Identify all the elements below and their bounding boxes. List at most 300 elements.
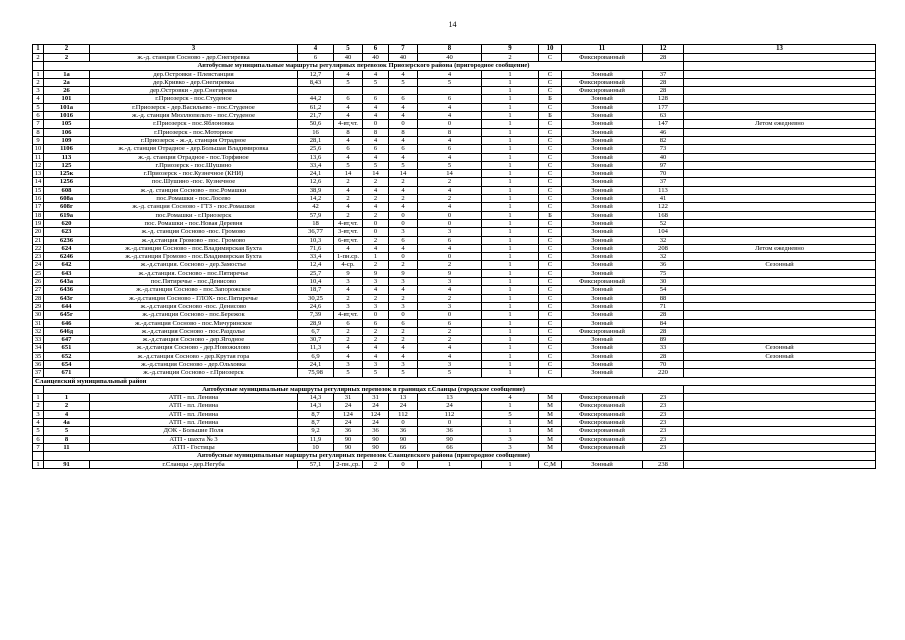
col-class: С	[539, 78, 562, 86]
table-row	[33, 211, 876, 219]
col-note: Летом ежедневно	[684, 120, 876, 128]
col-vehicles: 1	[482, 128, 539, 136]
col-trips-1: 4-вт,чт.	[334, 120, 363, 128]
col-route-name: ж.-д.станция Сосново - пос.Запорожское	[90, 286, 298, 294]
col-length: 11,3	[298, 344, 334, 352]
col-tariff: Зонный	[562, 369, 643, 377]
table-row	[33, 294, 876, 302]
col-trips-1: 9	[334, 269, 363, 277]
col-index: 27	[33, 286, 44, 294]
col-trips-4: 13	[418, 394, 482, 402]
col-trips-4: 2	[418, 336, 482, 344]
col-fare: 46	[643, 128, 684, 136]
col-length: 12,4	[298, 261, 334, 269]
col-trips-3: 4	[389, 203, 418, 211]
col-trips-2: 4	[363, 112, 389, 120]
col-index: 30	[33, 311, 44, 319]
col-class: С	[539, 294, 562, 302]
col-route-name: ж.-д. станция Отрадное - пос.Торфяное	[90, 153, 298, 161]
col-tariff: Зонный	[562, 211, 643, 219]
col-length: 16	[298, 128, 334, 136]
col-fare: 70	[643, 360, 684, 368]
table-row	[33, 70, 876, 78]
col-tariff: Зонный	[562, 95, 643, 103]
col-trips-3: 6	[389, 319, 418, 327]
col-trips-2: 4	[363, 70, 389, 78]
col-note	[684, 211, 876, 219]
col-vehicles: 1	[482, 178, 539, 186]
col-trips-4: 2	[418, 178, 482, 186]
col-trips-4: 24	[418, 402, 482, 410]
col-route-name: ж.-д.станция Сосново - дер.Крутая гора	[90, 352, 298, 360]
col-vehicles: 1	[482, 161, 539, 169]
col-route-name: пос.Пятиречье - пос.Денисово	[90, 278, 298, 286]
col-vehicles: 3	[482, 443, 539, 451]
col-trips-4: 6	[418, 319, 482, 327]
col-route-name: АТП - пл. Ленина	[90, 402, 298, 410]
col-fare: 71	[643, 302, 684, 310]
header-row	[33, 45, 876, 54]
col-note	[684, 327, 876, 335]
col-tariff: Зонный	[562, 302, 643, 310]
col-route-number: 101	[44, 95, 90, 103]
col-index: 32	[33, 327, 44, 335]
col-route-number: 643	[44, 269, 90, 277]
col-trips-2: 5	[363, 161, 389, 169]
col-trips-3: 4	[389, 112, 418, 120]
col-index: 3	[33, 410, 44, 418]
col-fare: 37	[643, 70, 684, 78]
table-row	[33, 286, 876, 294]
col-trips-4: 4	[418, 70, 482, 78]
col-class: С	[539, 136, 562, 144]
col-fare: 63	[643, 112, 684, 120]
col-fare: 28	[643, 327, 684, 335]
col-trips-1: 24	[334, 402, 363, 410]
col-trips-2: 24	[363, 402, 389, 410]
col-trips-1: 24	[334, 419, 363, 427]
col-trips-1: 4	[334, 352, 363, 360]
col-route-number: 101а	[44, 103, 90, 111]
col-trips-2: 2	[363, 336, 389, 344]
col-trips-2: 8	[363, 128, 389, 136]
col-tariff: Зонный	[562, 186, 643, 194]
col-route-number: 109	[44, 136, 90, 144]
col-tariff: Зонный	[562, 344, 643, 352]
col-tariff: Зонный	[562, 161, 643, 169]
col-route-name: дер.Островки - дер.Снегиревка	[90, 87, 298, 95]
col-route-name: ж.-д.станция Сосново - пос.Бережок	[90, 311, 298, 319]
col-index: 31	[33, 319, 44, 327]
col-trips-2: 2	[363, 195, 389, 203]
col-trips-3: 4	[389, 70, 418, 78]
col-vehicles: 1	[482, 278, 539, 286]
col-vehicles: 1	[482, 70, 539, 78]
col-trips-3: 2	[389, 294, 418, 302]
col-fare: 32	[643, 236, 684, 244]
col-fare: 23	[643, 402, 684, 410]
col-route-name: г.Приозерск - пос.Яблоновка	[90, 120, 298, 128]
col-class: М	[539, 419, 562, 427]
col-tariff: Фиксированный	[562, 54, 643, 62]
col-fare: 113	[643, 186, 684, 194]
table-row	[33, 319, 876, 327]
section-spacer	[684, 452, 876, 460]
col-route-name: АТП - Гостицы	[90, 443, 298, 451]
col-index: 2	[33, 54, 44, 62]
col-route-number: 642	[44, 261, 90, 269]
col-note	[684, 145, 876, 153]
col-trips-1: 3	[334, 278, 363, 286]
col-length: 33,4	[298, 253, 334, 261]
col-trips-3: 2	[389, 178, 418, 186]
col-note	[684, 427, 876, 435]
col-class: С	[539, 261, 562, 269]
col-route-number: 647	[44, 336, 90, 344]
col-fare: 36	[643, 261, 684, 269]
col-route-number: 608г	[44, 203, 90, 211]
col-tariff: Зонный	[562, 253, 643, 261]
col-index: 4	[33, 419, 44, 427]
col-note	[684, 128, 876, 136]
table-row	[33, 136, 876, 144]
col-vehicles: 5	[482, 410, 539, 418]
col-length: 30,25	[298, 294, 334, 302]
col-index: 2	[33, 402, 44, 410]
col-fare: 70	[643, 170, 684, 178]
col-tariff: Зонный	[562, 120, 643, 128]
col-trips-3: 0	[389, 211, 418, 219]
col-tariff: Зонный	[562, 228, 643, 236]
col-note	[684, 435, 876, 443]
col-trips-2: 4	[363, 344, 389, 352]
col-trips-4: 6	[418, 95, 482, 103]
table-row	[33, 302, 876, 310]
col-trips-4: 3	[418, 360, 482, 368]
col-route-name: ж.-д.станция Сосново - дер.Ольховка	[90, 360, 298, 368]
col-trips-1: 4	[334, 136, 363, 144]
col-fare: 12	[643, 45, 684, 54]
col-fare: 122	[643, 203, 684, 211]
district-header-row	[33, 377, 876, 385]
col-route-number: 105	[44, 120, 90, 128]
col-route-number: 125к	[44, 170, 90, 178]
col-vehicles: 1	[482, 460, 539, 468]
col-trips-2: 40	[363, 54, 389, 62]
col-route-number: 1а	[44, 70, 90, 78]
col-trips-2: 4	[363, 244, 389, 252]
col-trips-1: 4-вт,чт.	[334, 219, 363, 227]
col-fare: 23	[643, 427, 684, 435]
col-trips-1: 6	[334, 145, 363, 153]
col-index: 19	[33, 219, 44, 227]
col-class: С	[539, 286, 562, 294]
col-tariff: Зонный	[562, 261, 643, 269]
col-fare: 23	[643, 410, 684, 418]
col-route-name: дер.Островки - Плевстанция	[90, 70, 298, 78]
col-note	[684, 394, 876, 402]
col-trips-2: 3	[363, 360, 389, 368]
col-length: 25,7	[298, 269, 334, 277]
col-trips-3	[389, 87, 418, 95]
col-length: 44,2	[298, 95, 334, 103]
col-length: 21,7	[298, 112, 334, 120]
col-fare: 28	[643, 311, 684, 319]
col-length: 50,6	[298, 120, 334, 128]
table-row	[33, 336, 876, 344]
col-tariff: Зонный	[562, 128, 643, 136]
col-tariff: Зонный	[562, 460, 643, 468]
col-trips-4: 2	[418, 294, 482, 302]
col-trips-1: 2	[334, 178, 363, 186]
col-trips-4: 3	[418, 278, 482, 286]
col-trips-2: 90	[363, 435, 389, 443]
col-class: С	[539, 195, 562, 203]
col-fare: 220	[643, 369, 684, 377]
col-vehicles: 1	[482, 427, 539, 435]
col-route-name: ж.-д.станция Сосново - г.Приозерск	[90, 369, 298, 377]
col-tariff: Фиксированный	[562, 410, 643, 418]
col-tariff: Зонный	[562, 178, 643, 186]
col-fare: 75	[643, 269, 684, 277]
col-index: 8	[33, 128, 44, 136]
col-trips-3: 0	[389, 219, 418, 227]
col-tariff: Зонный	[562, 311, 643, 319]
col-note	[684, 178, 876, 186]
col-tariff: Зонный	[562, 103, 643, 111]
col-length: 75,98	[298, 369, 334, 377]
col-trips-2: 2	[363, 211, 389, 219]
col-trips-1: 4	[334, 286, 363, 294]
col-route-number: 26	[44, 87, 90, 95]
col-note: Летом ежедневно	[684, 244, 876, 252]
col-note	[684, 419, 876, 427]
col-trips-4: 5	[418, 78, 482, 86]
col-trips-1: 6	[334, 319, 363, 327]
col-trips-1: 3-вт,чт.	[334, 228, 363, 236]
table-row	[33, 410, 876, 418]
col-trips-3: 2	[389, 195, 418, 203]
col-fare: 82	[643, 136, 684, 144]
col-class: М	[539, 410, 562, 418]
col-route-name: пос. Ромашки - пос.Новая Деревня	[90, 219, 298, 227]
col-length: 14,3	[298, 402, 334, 410]
table-row	[33, 161, 876, 169]
col-trips-2: 24	[363, 419, 389, 427]
col-length: 71,6	[298, 244, 334, 252]
col-fare: 177	[643, 103, 684, 111]
col-class: С	[539, 344, 562, 352]
col-trips-2: 4	[363, 203, 389, 211]
col-route-number: 6436	[44, 286, 90, 294]
table-row	[33, 460, 876, 468]
col-index: 29	[33, 302, 44, 310]
col-note: Сезонный	[684, 344, 876, 352]
col-index: 9	[33, 136, 44, 144]
col-fare: 104	[643, 228, 684, 236]
col-length: 24,6	[298, 302, 334, 310]
col-route-name: пос.Шушино -пос. Кузнечное	[90, 178, 298, 186]
col-class: С	[539, 186, 562, 194]
col-class: С	[539, 203, 562, 211]
col-trips-3: 0	[389, 311, 418, 319]
col-route-name: дер.Кривко - дер.Снегиревка	[90, 78, 298, 86]
col-vehicles: 1	[482, 311, 539, 319]
col-length: 18,7	[298, 286, 334, 294]
col-vehicles: 1	[482, 344, 539, 352]
section-spacer	[33, 452, 44, 460]
col-trips-4: 4	[418, 286, 482, 294]
col-trips-1: 5	[334, 78, 363, 86]
col-index: 6	[33, 435, 44, 443]
col-tariff: Зонный	[562, 112, 643, 120]
col-route-number: 125	[44, 161, 90, 169]
col-route-number: 654	[44, 360, 90, 368]
col-route-number: 2	[44, 402, 90, 410]
col-route-number: 11	[44, 443, 90, 451]
col-index: 18	[33, 211, 44, 219]
col-trips-1: 4-вт,чт.	[334, 311, 363, 319]
table-row	[33, 327, 876, 335]
col-fare: 168	[643, 211, 684, 219]
col-trips-2: 0	[363, 311, 389, 319]
col-length: 6,7	[298, 327, 334, 335]
col-length: 38,9	[298, 186, 334, 194]
table-row	[33, 145, 876, 153]
col-route-number: 623	[44, 228, 90, 236]
col-tariff: Фиксированный	[562, 402, 643, 410]
col-note	[684, 170, 876, 178]
table-row	[33, 87, 876, 95]
col-trips-4: 90	[418, 435, 482, 443]
col-trips-3: 4	[389, 352, 418, 360]
col-fare: 73	[643, 145, 684, 153]
col-trips-2: 2	[363, 327, 389, 335]
col-vehicles: 1	[482, 170, 539, 178]
col-trips-2: 4	[363, 136, 389, 144]
table-row	[33, 236, 876, 244]
col-tariff: Фиксированный	[562, 435, 643, 443]
section-header-row	[33, 385, 876, 393]
col-trips-4: 3	[418, 302, 482, 310]
col-fare: 33	[643, 344, 684, 352]
col-trips-4: 0	[418, 219, 482, 227]
col-vehicles: 1	[482, 87, 539, 95]
table-row	[33, 112, 876, 120]
col-trips-4: 4	[418, 352, 482, 360]
col-class: С	[539, 219, 562, 227]
col-route-name: ж.-д.станция Сосново - ГЛОХ- пос.Пятиречье	[90, 294, 298, 302]
col-trips-3: 8	[389, 128, 418, 136]
col-route-number: 651	[44, 344, 90, 352]
col-trips-2: 4	[363, 103, 389, 111]
col-trips-4: 66	[418, 443, 482, 451]
col-fare: 97	[643, 161, 684, 169]
col-route-number: 643а	[44, 278, 90, 286]
col-trips-2: 90	[363, 443, 389, 451]
col-trips-1: 6-вт,чт.	[334, 236, 363, 244]
col-vehicles: 1	[482, 402, 539, 410]
col-route-name: ж.-д. станция Сосново - пос.Ромашки	[90, 186, 298, 194]
col-vehicles: 1	[482, 145, 539, 153]
col-vehicles: 3	[482, 435, 539, 443]
col-length: 14,2	[298, 195, 334, 203]
col-trips-1: 4	[334, 244, 363, 252]
col-vehicles: 1	[482, 136, 539, 144]
col-note	[684, 336, 876, 344]
col-route-name: г.Сланцы - дер.Негуба	[90, 460, 298, 468]
col-fare: 208	[643, 244, 684, 252]
col-route-name: ж.-д. станция Отрадное - дер.Большая Владимировка	[90, 145, 298, 153]
table-row	[33, 427, 876, 435]
section-header-row	[33, 62, 876, 70]
col-vehicles: 1	[482, 336, 539, 344]
col-length: 28,1	[298, 136, 334, 144]
col-trips-3: 24	[389, 402, 418, 410]
col-length: 24,1	[298, 360, 334, 368]
col-trips-2: 2	[363, 178, 389, 186]
col-route-number: 5	[44, 427, 90, 435]
col-route-number: 652	[44, 352, 90, 360]
col-trips-2: 6	[363, 95, 389, 103]
table-row	[33, 186, 876, 194]
col-vehicles: 1	[482, 195, 539, 203]
col-trips-2: 3	[363, 302, 389, 310]
col-note	[684, 78, 876, 86]
col-route-number: 646д	[44, 327, 90, 335]
col-trips-4: 2	[418, 261, 482, 269]
col-trips-3: 6	[389, 95, 418, 103]
col-route-name: ж.-д.станция Сосново -пос. Денисово	[90, 302, 298, 310]
col-class: С	[539, 120, 562, 128]
col-route-number: 644	[44, 302, 90, 310]
col-trips-3: 13	[389, 394, 418, 402]
col-class: С	[539, 253, 562, 261]
col-trips-1: 1-пн.ср.	[334, 253, 363, 261]
col-length: 33,4	[298, 161, 334, 169]
col-fare: 52	[643, 219, 684, 227]
col-trips-2: 4	[363, 352, 389, 360]
col-trips-3: 7	[389, 45, 418, 54]
col-route-name: 3	[90, 45, 298, 54]
col-route-number: 113	[44, 153, 90, 161]
col-trips-2: 4	[363, 186, 389, 194]
col-route-name: ж.-д. станция Сосново - дер.Снегиревка	[90, 54, 298, 62]
table-row	[33, 394, 876, 402]
col-class: С	[539, 54, 562, 62]
routes-table	[32, 44, 876, 469]
col-trips-2: 0	[363, 219, 389, 227]
col-index: 5	[33, 103, 44, 111]
col-tariff: Зонный	[562, 244, 643, 252]
col-trips-4: 8	[418, 45, 482, 54]
col-trips-3: 0	[389, 253, 418, 261]
col-tariff: Зонный	[562, 145, 643, 153]
col-trips-3: 4	[389, 286, 418, 294]
col-note	[684, 236, 876, 244]
col-trips-2: 2	[363, 460, 389, 468]
col-class: С,М	[539, 460, 562, 468]
col-trips-3: 4	[389, 344, 418, 352]
col-index: 26	[33, 278, 44, 286]
col-vehicles: 1	[482, 352, 539, 360]
col-trips-3: 2	[389, 336, 418, 344]
col-length: 8,7	[298, 419, 334, 427]
col-index: 17	[33, 203, 44, 211]
col-route-name: ж.-д.станция. Сосново - пос.Пятиречье	[90, 269, 298, 277]
col-index: 7	[33, 120, 44, 128]
col-note	[684, 70, 876, 78]
